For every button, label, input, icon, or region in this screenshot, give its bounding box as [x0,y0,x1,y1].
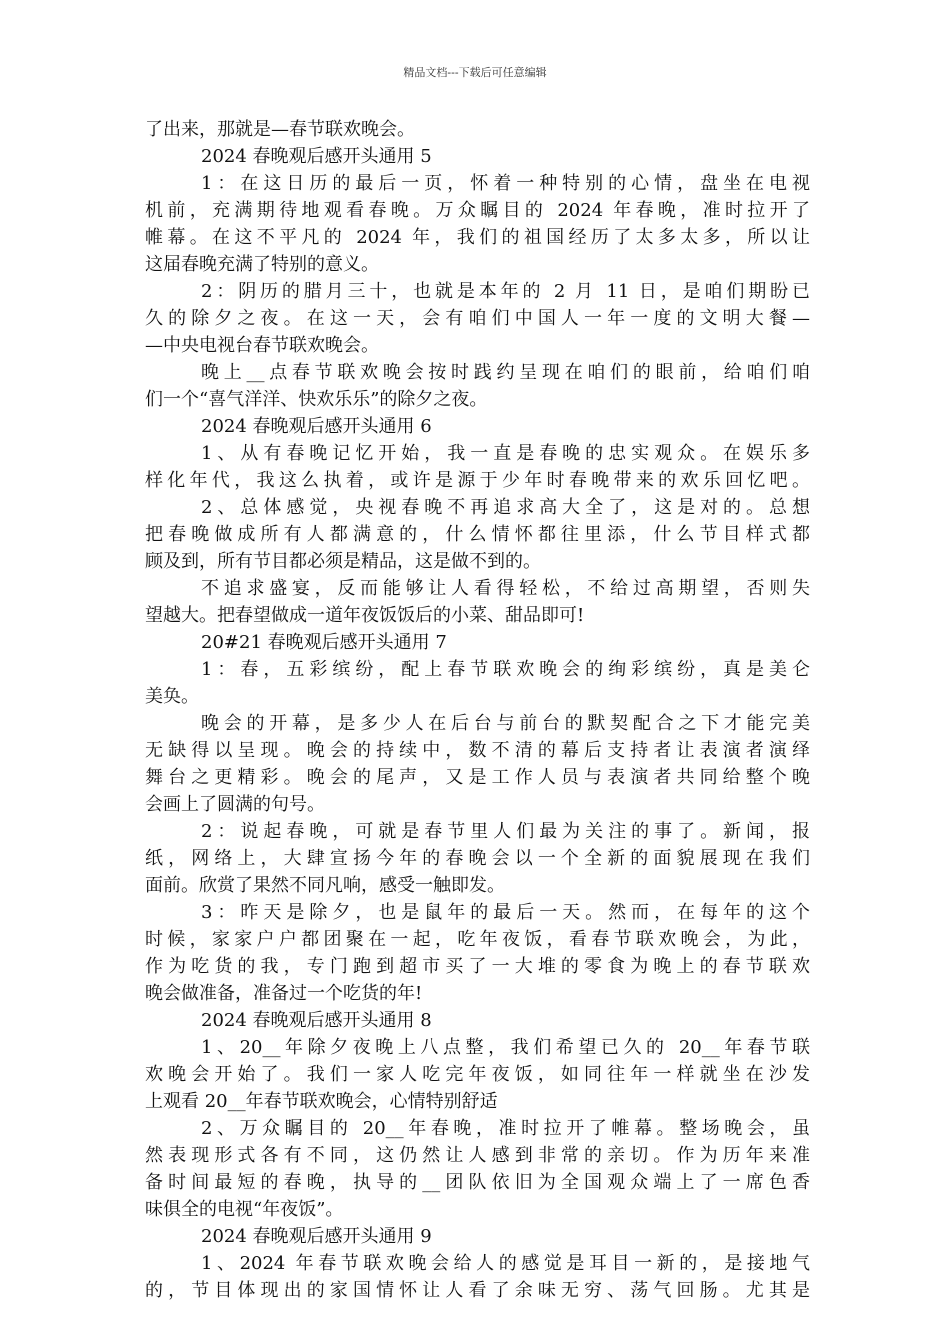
text-line: 1：在这日历的最后一页，怀着一种特别的心情，盘坐在电视 [201,173,810,194]
text-line: 机前，充满期待地观看春晚。万众瞩目的 2024 年春晚，准时拉开了 [145,200,810,221]
text-line: 欢晚会开始了。我们一家人吃完年夜饭，如同往年一样就坐在沙发 [145,1064,810,1085]
page-header: 精品文档---下载后可任意编辑 [403,66,547,79]
document-body [145,116,810,1304]
text-line: 2、总体感觉，央视春晚不再追求高大全了，这是对的。总想 [201,497,810,518]
text-line: 2、万众瞩目的 20__年春晚，准时拉开了帷幕。整场晚会，虽 [201,1118,810,1139]
text-line: 1、2024 年春节联欢晚会给人的感觉是耳目一新的，是接地气 [201,1253,810,1274]
text-line: 会画上了圆满的句号。 [145,794,325,815]
text-line: 不追求盛宴，反而能够让人看得轻松，不给过高期望，否则失 [201,578,810,599]
text-line: 2：阴历的腊月三十，也就是本年的 2 月 11 日，是咱们期盼已 [201,281,810,302]
text-line: 帷幕。在这不平凡的 2024 年，我们的祖国经历了太多太多，所以让 [145,227,810,248]
text-line: 2024 春晚观后感开头通用 6 [201,416,432,437]
text-line: 无缺得以呈现。晚会的持续中，数不清的幕后支持者让表演者演绎 [145,740,810,761]
text-line: 2024 春晚观后感开头通用 9 [201,1226,432,1247]
text-line: 面前。欣赏了果然不同凡响，感受一触即发。 [145,875,505,896]
text-line: 舞台之更精彩。晚会的尾声，又是工作人员与表演者共同给整个晚 [145,767,810,788]
text-line: 1、从有春晚记忆开始，我一直是春晚的忠实观众。在娱乐多 [201,443,810,464]
text-line: 望越大。把春望做成一道年夜饭饭后的小菜、甜品即可! [145,605,585,626]
text-line: 美奂。 [145,686,199,707]
text-line: 久的除夕之夜。在这一天，会有咱们中国人一年一度的文明大餐— [145,308,810,329]
text-line: 样化年代，我这么执着，或许是源于少年时春晚带来的欢乐回忆吧。 [145,470,810,491]
text-line: 2：说起春晚，可就是春节里人们最为关注的事了。新闻，报 [201,821,810,842]
text-line: 作为吃货的我，专门跑到超市买了一大堆的零食为晚上的春节联欢 [145,956,810,977]
text-line: 1：春，五彩缤纷，配上春节联欢晚会的绚彩缤纷，真是美仑 [201,659,810,680]
text-line: 2024 春晚观后感开头通用 5 [201,146,432,167]
text-line: 纸，网络上，大肆宣扬今年的春晚会以一个全新的面貌展现在我们 [145,848,810,869]
text-line: 20#21 春晚观后感开头通用 7 [201,632,447,653]
text-line: 备时间最短的春晚，执导的__团队依旧为全国观众端上了一席色香 [145,1172,810,1193]
text-line: 味俱全的电视“年夜饭”。 [145,1199,344,1220]
text-line: 时候，家家户户都团聚在一起，吃年夜饭，看春节联欢晚会，为此， [145,929,810,950]
text-line: 3：昨天是除夕，也是鼠年的最后一天。然而，在每年的这个 [201,902,810,923]
text-line: 上观看 20__年春节联欢晚会，心情特别舒适 [145,1091,498,1112]
text-line: 把春晚做成所有人都满意的，什么情怀都往里添，什么节目样式都 [145,524,810,545]
text-line: 这届春晚充满了特别的意义。 [145,254,379,275]
text-line: 1、20__年除夕夜晚上八点整，我们希望已久的 20__年春节联 [201,1037,810,1058]
text-line: 了出来，那就是—春节联欢晚会。 [145,119,415,140]
text-line: —中央电视台春节联欢晚会。 [145,335,379,356]
text-line: 的，节目体现出的家国情怀让人看了余味无穷、荡气回肠。尤其是 [145,1280,810,1301]
text-line: 们一个“喜气洋洋、快欢乐乐”的除夕之夜。 [145,389,488,410]
text-line: 然表现形式各有不同，这仍然让人感到非常的亲切。作为历年来准 [145,1145,810,1166]
text-line: 2024 春晚观后感开头通用 8 [201,1010,432,1031]
text-line: 晚会的开幕，是多少人在后台与前台的默契配合之下才能完美 [201,713,810,734]
text-line: 晚上__点春节联欢晚会按时践约呈现在咱们的眼前，给咱们咱 [201,362,810,383]
text-line: 晚会做准备，准备过一个吃货的年! [145,983,423,1004]
text-line: 顾及到，所有节目都必须是精品，这是做不到的。 [145,551,541,572]
